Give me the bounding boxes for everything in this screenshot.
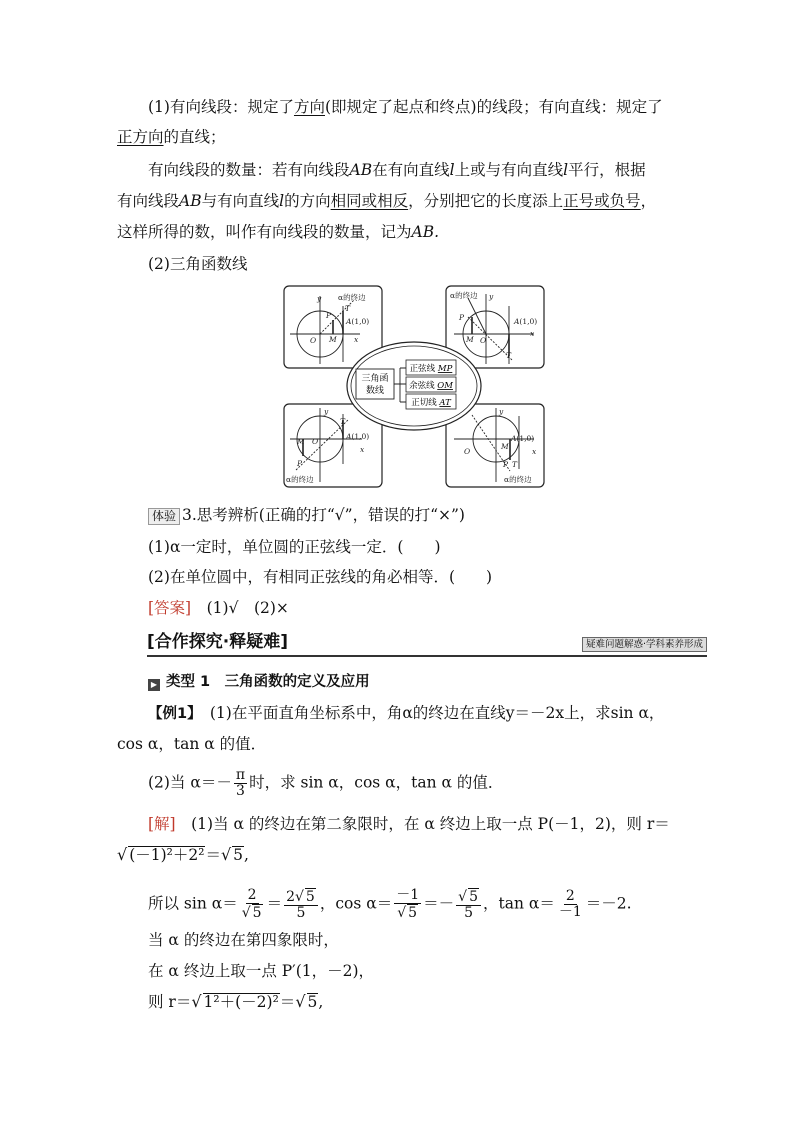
text: ＝－2. xyxy=(585,894,632,913)
svg-text:x: x xyxy=(360,445,365,454)
text: ，分别把它的长度添上 xyxy=(408,192,564,210)
numerator: 2 xyxy=(247,887,257,903)
text: ＝ xyxy=(205,846,221,864)
denominator: 5 xyxy=(296,905,306,921)
var-ab: AB. xyxy=(411,223,440,241)
text: 这样所得的数，叫作有向线段的数量，记为 xyxy=(117,223,412,241)
svg-text:O: O xyxy=(480,336,487,345)
svg-text:A(1,0): A(1,0) xyxy=(511,434,535,443)
item-tangent: 正切线 AT xyxy=(411,398,451,408)
center-title: 三角函 xyxy=(361,374,389,384)
svg-text:M: M xyxy=(501,442,509,451)
experience-title: 3.思考辨析(正确的打“√”，错误的打“×”) xyxy=(182,506,465,524)
para-quantity-line3 xyxy=(117,222,439,242)
text: 的直线； xyxy=(163,128,226,146)
svg-text:α的终边: α的终边 xyxy=(338,293,366,302)
solution-line2 xyxy=(117,845,249,865)
text: ＝ xyxy=(279,993,296,1011)
svg-text:α的终边: α的终边 xyxy=(504,475,532,484)
text: 时，求 sin α，cos α，tan α 的值． xyxy=(249,773,504,792)
text: 与有向直线 xyxy=(201,192,280,210)
svg-text:P: P xyxy=(459,313,465,322)
example-tag: 【例1】 xyxy=(148,706,195,722)
section-header xyxy=(147,631,707,657)
sqrt-icon: √ xyxy=(295,992,306,1011)
svg-text:A(1,0): A(1,0) xyxy=(514,317,538,326)
para-quantity-line2 xyxy=(117,191,656,211)
text: ＝ xyxy=(266,894,283,913)
svg-text:T: T xyxy=(506,351,512,360)
svg-text:P: P xyxy=(297,459,303,468)
svg-text:x: x xyxy=(532,447,537,456)
experience-q1: (1)α一定时，单位圆的正弦线一定．( ) xyxy=(148,538,441,556)
numerator: －1 xyxy=(396,887,420,903)
svg-text:y: y xyxy=(324,407,329,416)
text: ， xyxy=(640,192,657,210)
denominator: √ 5 xyxy=(397,905,418,921)
numerator: π xyxy=(235,767,246,783)
denominator: 3 xyxy=(236,783,245,799)
fraction xyxy=(456,888,481,921)
svg-text:α的终边: α的终边 xyxy=(286,475,314,484)
para-quantity-line1 xyxy=(148,160,646,180)
text: (2)当 α＝－ xyxy=(148,773,232,792)
example-q1-line1 xyxy=(148,703,664,724)
type-title: 类型 1 三角函数的定义及应用 xyxy=(166,674,370,690)
svg-text:O: O xyxy=(464,447,471,456)
coef: 2 xyxy=(286,889,295,905)
text: 所以 sin α＝ xyxy=(148,894,238,913)
svg-text:P: P xyxy=(326,311,332,320)
answer-text: (1)√ (2)× xyxy=(206,599,289,617)
experience-q2: (2)在单位圆中，有相同正弦线的角必相等．( ) xyxy=(148,568,493,586)
var-ab: AB xyxy=(179,192,202,210)
item-cosine: 余弦线 OM xyxy=(409,381,453,391)
numerator: 2√ 5 xyxy=(284,888,318,906)
var-l: l xyxy=(279,192,285,210)
svg-text:M: M xyxy=(297,437,305,446)
denominator: －1 xyxy=(558,904,582,920)
sqrt-icon: √ xyxy=(220,845,232,864)
svg-text:O: O xyxy=(310,336,317,345)
underlined-term: 相同或相反 xyxy=(330,192,409,210)
experience-answer xyxy=(148,598,289,618)
play-icon: ▶ xyxy=(148,679,160,691)
text: (1)在平面直角坐标系中，角α的终边在直线y＝－2x上，求sin α， xyxy=(209,704,665,722)
underlined-term: 正方向 xyxy=(117,128,164,146)
solution-line5: 在 α 终边上取一点 P′(1，－2)， xyxy=(148,962,375,980)
svg-text:A(1,0): A(1,0) xyxy=(346,317,370,326)
radicand: (－1)²＋2² xyxy=(129,846,205,864)
text: ，cos α＝ xyxy=(319,894,393,913)
var-l: l xyxy=(563,161,569,179)
text: 则 r＝ xyxy=(148,993,192,1011)
numerator: √ 5 xyxy=(456,888,481,906)
unit-circle-q4 xyxy=(454,408,534,482)
svg-text:T: T xyxy=(345,304,351,313)
radicand: 5 xyxy=(233,846,244,864)
denominator: √ 5 xyxy=(241,905,262,921)
radicand: 5 xyxy=(469,889,478,905)
fraction-pi-3 xyxy=(234,768,247,799)
section-tag: 疑难问题解惑·学科素养形成 xyxy=(582,637,707,652)
text: (1)有向线段：规定了 xyxy=(148,98,294,116)
text: , xyxy=(318,993,324,1011)
text: (1)当 α 的终边在第二象限时，在 α 终边上取一点 P(－1，2)，则 r＝ xyxy=(191,815,670,833)
type-heading xyxy=(148,672,370,692)
svg-text:M: M xyxy=(329,335,337,344)
text: 在有向直线 xyxy=(372,161,450,179)
text: , xyxy=(244,846,249,864)
underlined-term: 正号或负号 xyxy=(563,192,641,210)
radicand: 1²＋(－2)² xyxy=(203,993,279,1011)
denominator: 5 xyxy=(464,905,474,921)
svg-text:y: y xyxy=(489,292,494,301)
solution-line6 xyxy=(148,992,323,1012)
svg-text:T: T xyxy=(340,417,346,426)
fraction xyxy=(557,889,584,920)
text: ＝－ xyxy=(423,894,455,913)
svg-text:A(1,0): A(1,0) xyxy=(346,432,370,441)
trig-lines-diagram xyxy=(282,284,548,490)
svg-text:O: O xyxy=(312,437,319,446)
svg-text:x: x xyxy=(530,329,535,338)
svg-text:α的终边: α的终边 xyxy=(450,291,478,300)
svg-text:P: P xyxy=(503,460,509,469)
solution-line4: 当 α 的终边在第四象限时， xyxy=(148,931,339,949)
para-directed-segment xyxy=(148,97,663,117)
text: 的方向 xyxy=(284,192,331,210)
fraction xyxy=(284,888,318,921)
svg-text:x: x xyxy=(354,335,359,344)
underlined-term: 方向 xyxy=(293,98,325,116)
example-q1-line2: cos α，tan α 的值． xyxy=(117,735,267,753)
svg-text:T: T xyxy=(512,460,518,469)
text: 有向线段的数量：若有向线段 xyxy=(148,161,350,179)
var-l: l xyxy=(449,161,455,179)
solution-line3 xyxy=(148,888,632,921)
svg-text:y: y xyxy=(499,407,504,416)
text: 平行，根据 xyxy=(568,161,646,179)
experience-tag: 体验 xyxy=(148,508,180,525)
item-sine: 正弦线 MP xyxy=(409,364,453,374)
answer-tag: [答案] xyxy=(148,599,192,617)
experience-heading xyxy=(148,505,465,525)
radicand: 5 xyxy=(305,889,315,905)
example-q2 xyxy=(148,768,503,799)
svg-text:M: M xyxy=(466,335,474,344)
para-directed-segment-cont xyxy=(117,127,226,147)
text: ，tan α＝ xyxy=(483,894,555,913)
text: 上或与有向直线 xyxy=(454,161,564,179)
unit-circle-q2 xyxy=(454,294,534,364)
section-title: [合作探究·释疑难] xyxy=(147,632,288,652)
text: (即规定了起点和终点)的线段；有向直线：规定了 xyxy=(324,98,663,116)
sqrt-icon: √ xyxy=(117,845,128,864)
solution-tag: [解] xyxy=(148,815,176,833)
center-title-2: 数线 xyxy=(365,386,385,396)
solution-line1 xyxy=(148,814,670,834)
var-ab: AB xyxy=(349,161,373,179)
radicand: 5 xyxy=(252,905,262,921)
svg-text:y: y xyxy=(317,294,322,303)
heading-trig-lines: (2)三角函数线 xyxy=(148,255,248,273)
radicand: 5 xyxy=(408,905,418,921)
sqrt-icon: √ xyxy=(191,992,202,1011)
fraction xyxy=(394,888,421,921)
numerator: 2 xyxy=(565,888,575,904)
radicand: 5 xyxy=(307,993,318,1011)
text: 有向线段 xyxy=(117,192,180,210)
fraction xyxy=(240,888,265,921)
